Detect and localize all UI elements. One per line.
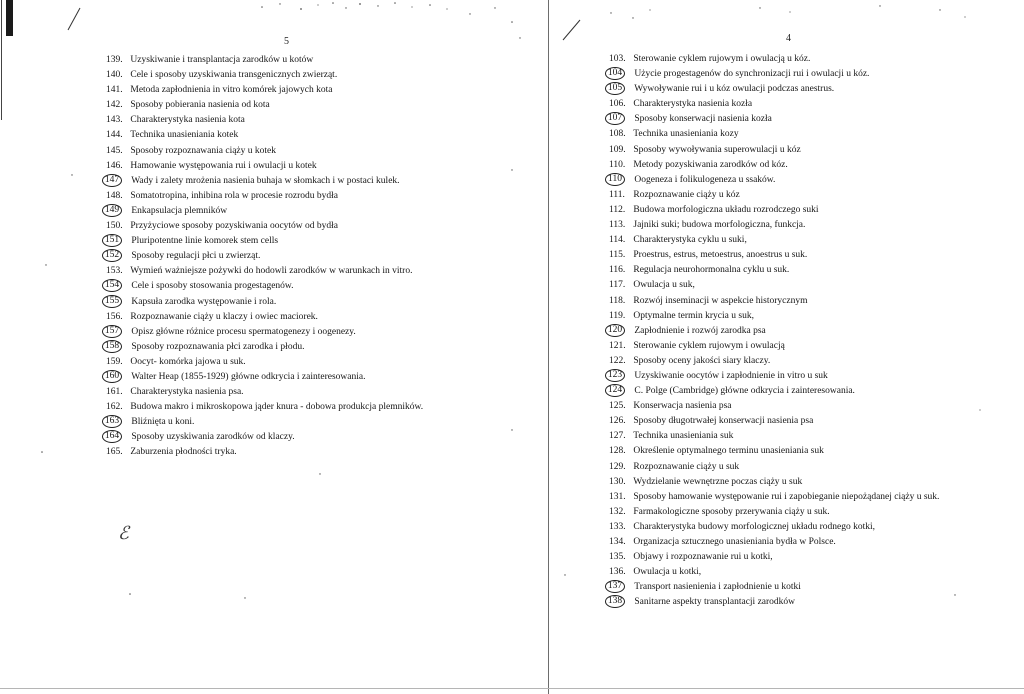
item-text: Sposoby rozpoznawania ciąży u kotek xyxy=(130,145,276,156)
item-number: 130. xyxy=(609,476,626,487)
circled-item-number: 123 xyxy=(605,369,625,382)
item-text: Cele i sposoby uzyskiwania transgenicznych zwierząt. xyxy=(130,70,338,81)
item-number: 134. xyxy=(609,537,626,547)
item-number: 129. xyxy=(609,461,626,472)
item-text: Owulacja u suk, xyxy=(633,280,695,291)
item-text: Uzyskiwanie oocytów i zapłodnienie in vitro u suk xyxy=(634,370,828,381)
item-text: Oocyt- komórka jajowa u suk. xyxy=(130,356,246,367)
list-item xyxy=(609,595,939,610)
item-text: Użycie progestagenów do synchronizacji rui i owulacji u kóz. xyxy=(634,69,870,80)
list-item xyxy=(609,565,939,580)
list-item xyxy=(106,279,423,294)
list-item xyxy=(106,400,423,415)
item-number: 144. xyxy=(106,130,123,141)
item-text: Rozpoznawanie ciąży u klaczy i owiec maciorek. xyxy=(130,311,318,322)
item-text: Wady i zalety mrożenia nasienia buhaja w słomkach i w postaci kulek. xyxy=(131,175,400,186)
item-text: Charakterystyka nasienia psa. xyxy=(130,387,244,398)
item-number: 162. xyxy=(106,402,123,413)
item-number: 106. xyxy=(609,99,626,110)
pen-slash-left xyxy=(68,8,80,30)
list-item xyxy=(106,144,423,159)
item-number: 141. xyxy=(106,85,123,96)
item-number: 117. xyxy=(609,280,626,291)
item-text: Sposoby uzyskiwania zarodków od klaczy. xyxy=(131,432,295,443)
circled-item-number: 124 xyxy=(605,384,625,397)
item-text: Budowa makro i mikroskopowa jąder knura - dobowa produkcja plemników. xyxy=(130,402,424,413)
item-text: Wywoływanie rui i u kóz owulacji podczas anestrus. xyxy=(634,84,835,95)
item-number: 165. xyxy=(106,447,123,458)
item-number: 161. xyxy=(106,387,123,398)
list-item xyxy=(106,340,423,355)
item-text: Budowa morfologiczna układu rozrodczego suki xyxy=(633,204,819,215)
item-number: 131. xyxy=(609,491,626,502)
circled-item-number: 107 xyxy=(605,112,625,125)
item-text: Sposoby wywoływania superowulacji u kóz xyxy=(633,144,801,155)
list-item xyxy=(609,309,939,324)
item-number: 142. xyxy=(106,100,123,111)
item-text: Cele i sposoby stosowania progestagenów. xyxy=(131,281,294,292)
circled-item-number: 147 xyxy=(102,174,122,187)
circled-item-number: 137 xyxy=(605,580,625,593)
circled-item-number: 110 xyxy=(605,173,625,186)
item-number: 132. xyxy=(609,506,626,517)
list-item xyxy=(609,97,939,112)
list-item xyxy=(609,294,939,309)
item-text: Sanitarne aspekty transplantacji zarodków xyxy=(634,597,796,608)
circled-item-number: 151 xyxy=(102,234,122,247)
item-number: 110. xyxy=(609,159,626,170)
item-number: 122. xyxy=(609,355,626,366)
item-number: 111. xyxy=(609,189,625,200)
list-item xyxy=(106,370,423,385)
item-text: Technika unasieniania kozy xyxy=(633,129,739,140)
handwritten-mark: ℰ xyxy=(118,523,129,543)
item-text: Rozwój inseminacji w aspekcie historycznym xyxy=(633,295,808,306)
item-text: Sterowanie cyklem rujowym i owulacją xyxy=(633,340,785,351)
item-text: Proestrus, estrus, metoestrus, anoestrus u suk. xyxy=(633,250,808,261)
item-text: Opisz główne różnice procesu spermatogenezy i oogenezy. xyxy=(131,326,356,337)
list-item xyxy=(609,444,939,459)
item-number: 114. xyxy=(609,235,626,246)
list-item xyxy=(106,83,423,98)
item-text: Sposoby regulacji płci u zwierząt. xyxy=(131,251,261,262)
list-item xyxy=(106,98,423,113)
list-item xyxy=(609,158,939,173)
item-text: Sposoby rozpoznawania płci zarodka i płodu. xyxy=(131,341,305,352)
item-text: Uzyskiwanie i transplantacja zarodków u kotów xyxy=(130,55,314,65)
list-item xyxy=(609,248,939,263)
scan-bottom-edge xyxy=(0,688,1024,689)
circled-item-number: 160 xyxy=(102,370,122,383)
list-item xyxy=(106,310,423,325)
item-number: 133. xyxy=(609,521,626,532)
item-text: Hamowanie występowania rui i owulacji u kotek xyxy=(130,160,317,171)
list-item xyxy=(106,385,423,400)
item-number: 153. xyxy=(106,266,123,277)
list-item xyxy=(106,159,423,174)
item-number: 118. xyxy=(609,295,626,306)
item-text: Transport nasienienia i zapłodnienie u kotki xyxy=(634,582,801,593)
circled-item-number: 154 xyxy=(102,279,122,292)
item-text: Przyżyciowe sposoby pozyskiwania oocytów od bydła xyxy=(130,221,339,232)
circled-item-number: 155 xyxy=(102,295,122,308)
item-number: 145. xyxy=(106,145,123,156)
list-item xyxy=(609,535,939,550)
list-item xyxy=(106,68,423,83)
item-text: Organizacja sztucznego unasieniania bydła w Polsce. xyxy=(633,537,836,547)
item-text: Charakterystyka nasienia kozła xyxy=(633,99,753,110)
item-text: Technika unasieniania kotek xyxy=(130,130,239,141)
item-text: Określenie optymalnego terminu unasieniania suk xyxy=(633,446,824,457)
list-item xyxy=(609,414,939,429)
item-text: Metody pozyskiwania zarodków od kóz. xyxy=(633,159,788,170)
page-number-right: 4 xyxy=(786,33,791,44)
list-item xyxy=(609,429,939,444)
list-item xyxy=(106,189,423,204)
list-item xyxy=(106,430,423,445)
item-text: Walter Heap (1855-1929) główne odkrycia i zainteresowania. xyxy=(131,371,366,382)
item-text: Konserwacja nasienia psa xyxy=(633,401,732,412)
item-text: Kapsuła zarodka występowanie i rola. xyxy=(131,296,277,307)
list-item xyxy=(106,174,423,189)
item-number: 128. xyxy=(609,446,626,457)
item-text: Wymień ważniejsze pożywki do hodowli zarodków w warunkach in vitro. xyxy=(130,266,413,277)
item-text: Metoda zapłodnienia in vitro komórek jajowych kota xyxy=(130,85,333,96)
list-item xyxy=(106,415,423,430)
item-text: Sposoby hamowanie występowanie rui i zapobieganie niepożądanej ciąży u suk. xyxy=(633,491,940,502)
list-item xyxy=(609,354,939,369)
list-item xyxy=(609,278,939,293)
list-item xyxy=(106,249,423,264)
item-text: Charakterystyka nasienia kota xyxy=(130,115,245,126)
circled-item-number: 120 xyxy=(605,324,625,337)
page-number-left: 5 xyxy=(284,36,289,47)
item-number: 159. xyxy=(106,356,123,367)
item-number: 146. xyxy=(106,160,123,171)
item-text: Wydzielanie wewnętrzne poczas ciąży u suk xyxy=(633,476,803,487)
item-number: 108. xyxy=(609,129,626,140)
item-text: Zapłodnienie i rozwój zarodka psa xyxy=(634,325,766,336)
item-text: Sterowanie cyklem rujowym i owulacją u kóz. xyxy=(633,54,811,64)
list-item xyxy=(106,113,423,128)
page-divider xyxy=(548,0,549,694)
list-item xyxy=(609,173,939,188)
circled-item-number: 163 xyxy=(102,415,122,428)
item-text: Technika unasieniania suk xyxy=(633,431,734,442)
item-number: 156. xyxy=(106,311,123,322)
item-text: Charakterystyka budowy morfologicznej układu rodnego kotki, xyxy=(633,521,876,532)
list-item xyxy=(609,520,939,535)
item-text: C. Polge (Cambridge) główne odkrycia i zainteresowania. xyxy=(634,386,855,397)
question-list-right xyxy=(609,52,939,610)
list-item xyxy=(609,112,939,127)
item-text: Objawy i rozpoznawanie rui u kotki, xyxy=(633,552,773,563)
pen-slash-right xyxy=(563,20,580,40)
item-number: 112. xyxy=(609,204,626,215)
item-text: Sposoby pobierania nasienia od kota xyxy=(130,100,270,111)
item-number: 136. xyxy=(609,567,626,578)
list-item xyxy=(106,355,423,370)
item-number: 135. xyxy=(609,552,626,563)
item-number: 109. xyxy=(609,144,626,155)
item-number: 125. xyxy=(609,401,626,412)
list-item xyxy=(106,325,423,340)
item-number: 148. xyxy=(106,190,123,201)
item-text: Regulacja neurohormonalna cyklu u suk. xyxy=(633,265,790,276)
list-item xyxy=(609,143,939,158)
circled-item-number: 104 xyxy=(605,67,625,80)
item-text: Owulacja u kotki, xyxy=(633,567,702,578)
list-item xyxy=(609,188,939,203)
item-text: Rozpoznawanie ciąży u kóz xyxy=(633,189,740,200)
item-number: 140. xyxy=(106,70,123,81)
item-text: Pluripotentne linie komorek stem cells xyxy=(131,236,279,247)
circled-item-number: 158 xyxy=(102,340,122,353)
list-item xyxy=(609,67,939,82)
item-text: Sposoby długotrwałej konserwacji nasienia psa xyxy=(633,416,814,427)
list-item xyxy=(609,82,939,97)
item-text: Bliźnięta u koni. xyxy=(131,417,195,428)
list-item xyxy=(106,128,423,143)
circled-item-number: 149 xyxy=(102,204,122,217)
list-item xyxy=(106,445,423,460)
list-item xyxy=(609,460,939,475)
list-item xyxy=(609,324,939,339)
list-item xyxy=(609,369,939,384)
list-item xyxy=(609,127,939,142)
list-item xyxy=(106,234,423,249)
item-text: Oogeneza i folikulogeneza u ssaków. xyxy=(634,174,776,185)
item-number: 126. xyxy=(609,416,626,427)
circled-item-number: 157 xyxy=(102,325,122,338)
item-text: Optymalne termin krycia u suk, xyxy=(633,310,754,321)
list-item xyxy=(106,53,423,68)
circled-item-number: 138 xyxy=(605,595,625,608)
list-item xyxy=(609,505,939,520)
item-text: Rozpoznawanie ciąży u suk xyxy=(633,461,740,472)
item-text: Enkapsulacja plemników xyxy=(131,205,228,216)
item-text: Sposoby konserwacji nasienia kozła xyxy=(634,114,772,125)
list-item xyxy=(609,580,939,595)
item-text: Somatotropina, inhibina rola w procesie rozrodu bydła xyxy=(130,190,339,201)
list-item xyxy=(609,263,939,278)
list-item xyxy=(609,399,939,414)
item-text: Charakterystyka cyklu u suki, xyxy=(633,235,747,246)
list-item xyxy=(106,204,423,219)
item-number: 139. xyxy=(106,55,123,65)
item-number: 121. xyxy=(609,340,626,351)
circled-item-number: 164 xyxy=(102,430,122,443)
item-text: Zaburzenia płodności tryka. xyxy=(130,447,237,458)
list-item xyxy=(106,219,423,234)
list-item xyxy=(609,384,939,399)
list-item xyxy=(609,52,939,67)
list-item xyxy=(609,550,939,565)
item-number: 143. xyxy=(106,115,123,126)
item-number: 116. xyxy=(609,265,626,276)
item-text: Sposoby oceny jakości siary klaczy. xyxy=(633,355,771,366)
item-number: 127. xyxy=(609,431,626,442)
list-item xyxy=(609,218,939,233)
question-list-left xyxy=(106,53,423,461)
circled-item-number: 105 xyxy=(605,82,625,95)
circled-item-number: 152 xyxy=(102,249,122,262)
item-number: 113. xyxy=(609,220,626,231)
list-item xyxy=(609,203,939,218)
item-number: 103. xyxy=(609,54,626,64)
list-item xyxy=(609,490,939,505)
item-text: Farmakologiczne sposoby przerywania ciąży u suk. xyxy=(633,506,830,517)
item-number: 115. xyxy=(609,250,626,261)
item-number: 119. xyxy=(609,310,626,321)
list-item xyxy=(609,475,939,490)
list-item xyxy=(609,339,939,354)
item-text: Jajniki suki; budowa morfologiczna, funkcja. xyxy=(633,220,806,231)
list-item xyxy=(609,233,939,248)
list-item xyxy=(106,295,423,310)
item-number: 150. xyxy=(106,221,123,232)
list-item xyxy=(106,264,423,279)
